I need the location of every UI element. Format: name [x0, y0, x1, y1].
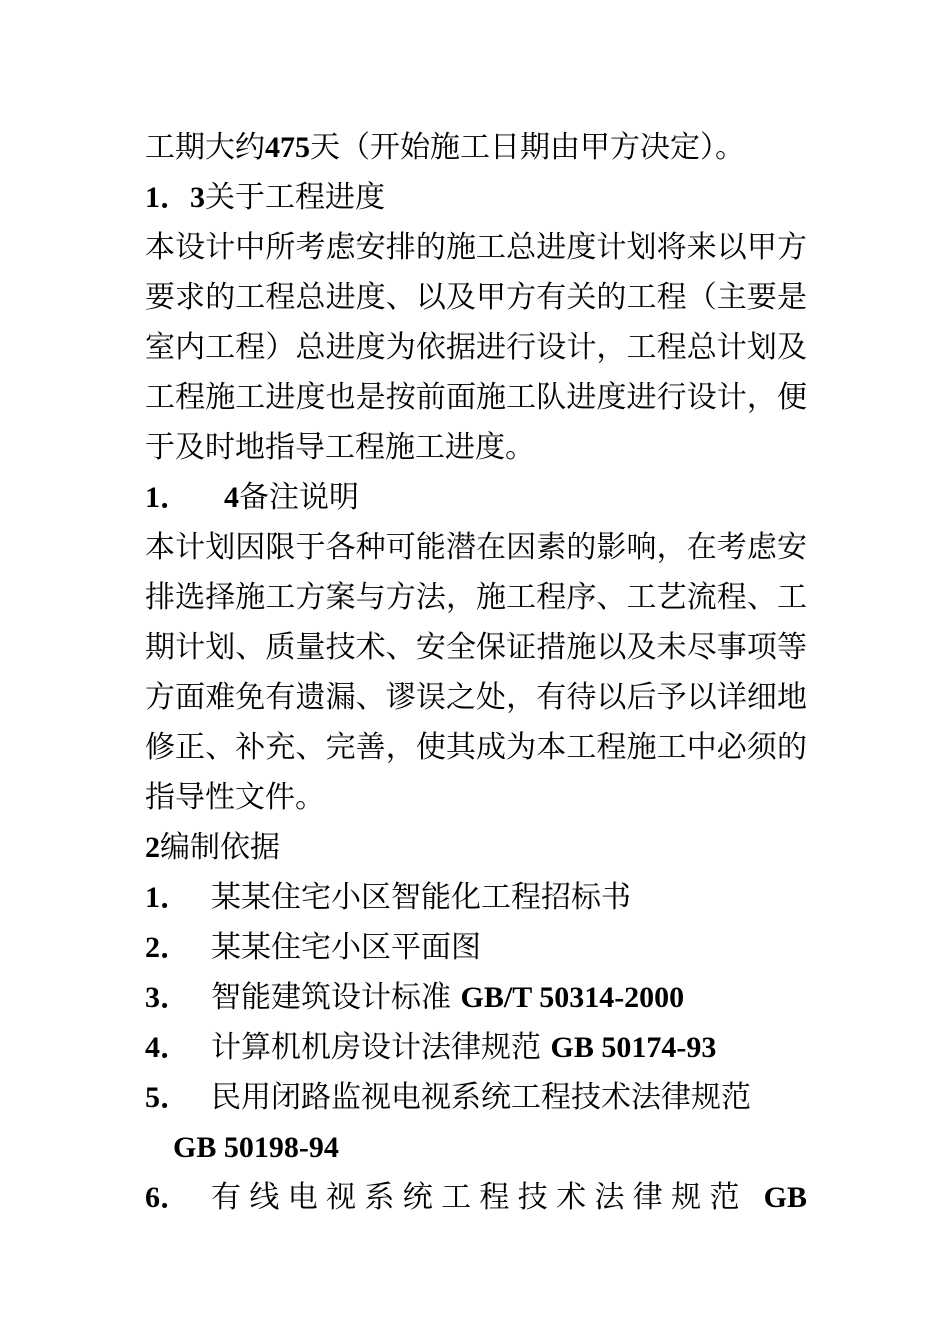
standard-code: GB 50174-93: [550, 1031, 717, 1064]
section-1-4-number: 1．: [145, 481, 190, 514]
intro-pre: 工期大约: [145, 130, 265, 165]
section-1-3-heading: [145, 173, 807, 223]
standard-code: GB/T 50314-2000: [460, 981, 685, 1014]
list-marker: 5．: [145, 1081, 190, 1114]
intro-line: [145, 123, 807, 173]
list-text: 计算机机房设计法律规范: [211, 1030, 541, 1065]
list-item: [145, 1073, 807, 1123]
section-1-4-heading: [145, 473, 807, 523]
list-text-spread: [211, 1173, 807, 1223]
standard-code: GB: [763, 1181, 807, 1214]
section-2-heading: [145, 823, 807, 873]
list-text: 某某住宅小区智能化工程招标书: [211, 880, 631, 915]
intro-post: 天（开始施工日期由甲方决定）。: [310, 130, 745, 165]
section-1-4-body: 本计划因限于各种可能潜在因素的影响，在考虑安排选择施工方案与方法，施工程序、工艺流程、工期计划、质量技术、安全保证措施以及未尽事项等方面难免有遗漏、谬误之处，有待以后予以详细地修正、补充、完善，使其成为本工程施工中必须的指导性文件。: [145, 530, 807, 815]
list-item: [145, 973, 807, 1023]
section-2-title: 编制依据: [160, 830, 280, 865]
list-marker: 1．: [145, 881, 190, 914]
list-item: [145, 923, 807, 973]
section-1-4-number-b: 4: [224, 481, 239, 514]
section-2-number: 2: [145, 831, 160, 864]
document-body: [145, 123, 807, 1223]
intro-days: 475: [265, 131, 310, 164]
list-item: [145, 873, 807, 923]
list-text: 民用闭路监视电视系统工程技术法律规范: [211, 1080, 751, 1115]
section-1-4-title: 备注说明: [239, 480, 359, 515]
list-text: 某某住宅小区平面图: [211, 930, 481, 965]
standard-code: GB 50198-94: [173, 1131, 339, 1164]
section-1-3-body: 本设计中所考虑安排的施工总进度计划将来以甲方要求的工程总进度、以及甲方有关的工程（主要是室内工程）总进度为依据进行设计，工程总计划及工程施工进度也是按前面施工队进度进行设计，便于及时地指导工程施工进度。: [145, 230, 807, 465]
section-1-3-number: 1．3: [145, 181, 205, 214]
list-marker: 2．: [145, 931, 190, 964]
section-1-3-title: 关于工程进度: [205, 180, 385, 215]
list-marker: 3．: [145, 981, 190, 1014]
list-text: 智能建筑设计标准: [211, 980, 451, 1015]
list-item: [145, 1173, 807, 1223]
list-item: [145, 1023, 807, 1073]
list-marker: 4．: [145, 1031, 190, 1064]
list-text: 有 线 电 视 系 统 工 程 技 术 法 律 规 范: [211, 1180, 740, 1215]
list-marker: 6．: [145, 1181, 190, 1214]
